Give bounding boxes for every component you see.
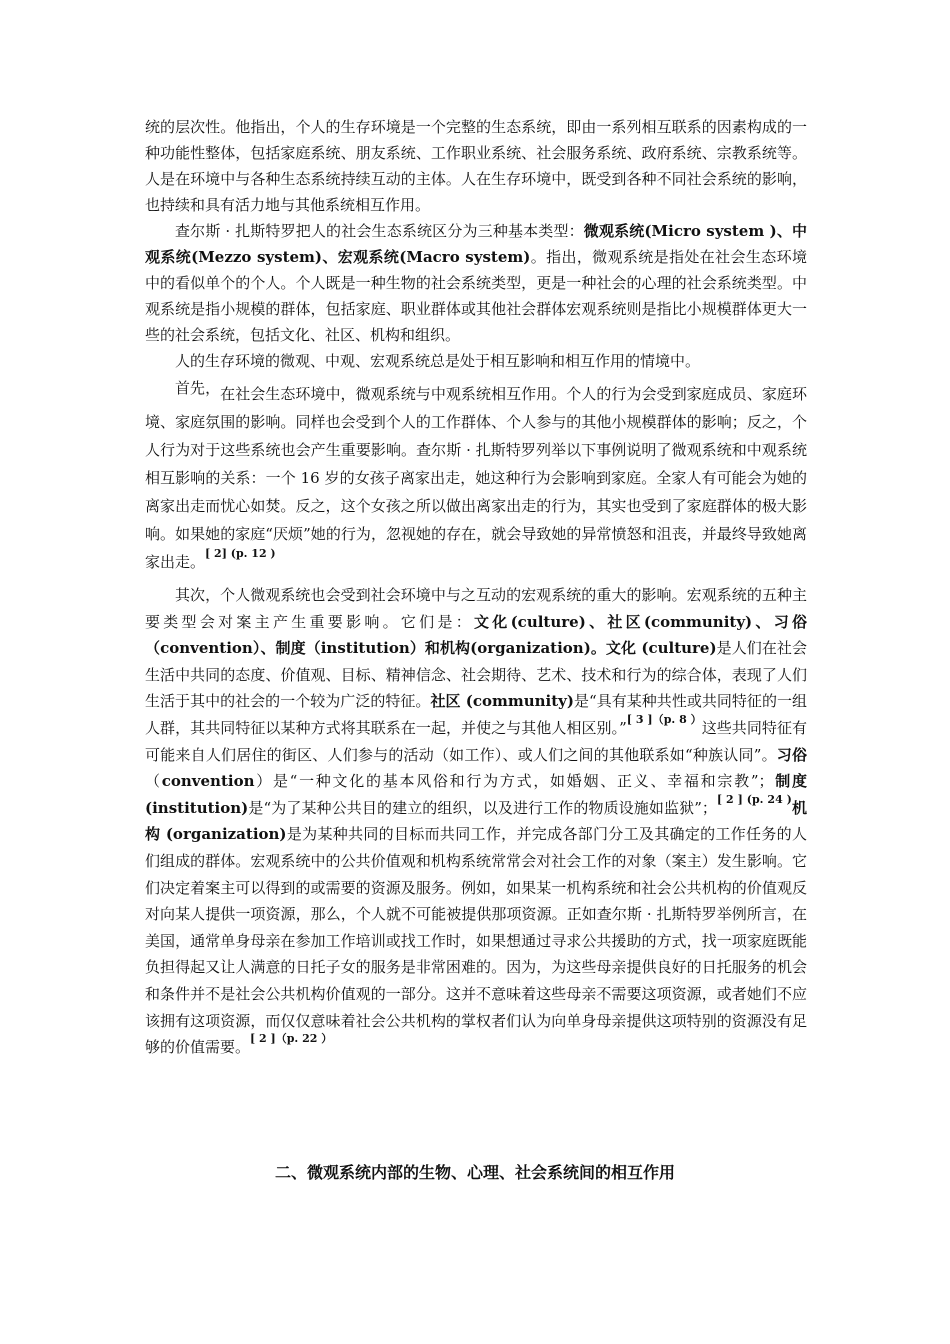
paragraph-5-text-b: 是人们在社会生活中共同的态度、价值观、目标、精神信念、社会期待、艺术、技术和行为的综合体，表现了人们生活于其中的社会的一个较为广泛的特征。 xyxy=(145,639,807,711)
macro-types-bold: 文化(culture)、社区(community)、习俗（convention）、制度（institution）和机构(organization)。文化 (culture) xyxy=(145,612,807,658)
paragraph-4 xyxy=(145,380,807,576)
organization-term-bold: 机构 (organization) xyxy=(145,798,807,844)
paren-open: （ xyxy=(145,772,162,791)
citation-ref: [ 2 ]（p. 22 ） xyxy=(250,1032,333,1046)
paragraph-5-text-a: 其次，个人微观系统也会受到社会环境中与之互动的宏观系统的重大的影响。宏观系统的五种主要类型会对案主产生重要影响。它们是： xyxy=(145,586,807,631)
paragraph-2-text-b: 。指出，微观系统是指处在社会生态环境中的看似单个的个人。个人既是一种生物的社会系统类型，更是一种社会的心理的社会系统类型。中观系统是指小规模的群体，包括家庭、职业群体或其他社会群体宏观系统则是指比小规模群体更大一些的社会系统，包括文化、社区、机构和组织。 xyxy=(145,248,807,344)
paragraph-1-text: 统的层次性。他指出，个人的生存环境是一个完整的生态系统，即由一系列相互联系的因素构成的一种功能性整体，包括家庭系统、朋友系统、工作职业系统、社会服务系统、政府系统、宗教系统等。人是在环境中与各种生态系统持续互动的主体。人在生存环境中，既受到各种不同社会系统的影响，也持续和具有活力地与其他系统相互作用。 xyxy=(145,118,807,214)
citation-ref: [ 2] (p. 12 ) xyxy=(205,547,276,560)
section-heading: 二、微观系统内部的生物、心理、社会系统间的相互作用 xyxy=(274,1163,675,1182)
convention-term-bold: 习俗 xyxy=(776,745,807,764)
convention-en-bold: convention xyxy=(161,772,255,791)
body-text xyxy=(145,114,807,1061)
paragraph-4-text: 在社会生态环境中，微观系统与中观系统相互作用。个人的行为会受到家庭成员、家庭环境、家庭氛围的影响。同样也会受到个人的工作群体、个人参与的其他小规模群体的影响；反之，个人行为对于这些系统也会产生重要影响。查尔斯 · 扎斯特罗列举以下事例说明了微观系统和中观系统相互影响的关系：一个 16 岁的女孩子离家出走，她这种行为会影响到家庭。全家人有可能会为她的离家出走而忧心如焚。反之，这个女孩之所以做出离家出走的行为，其实也受到了家庭群体的极大影响。如果她的家庭“厌烦”她的行为，忽视她的存在，就会导致她的异常愤怒和沮丧，并最终导致她离家出走。 xyxy=(145,385,807,571)
citation-ref: [ 2 ] (p. 24 ) xyxy=(716,792,792,806)
paragraph-5-text-d: 这些共同特征有可能来自人们居住的街区、人们参与的活动（如工作）、或人们之间的其他联系如“种族认同”。 xyxy=(145,718,807,764)
paragraph-2 xyxy=(145,218,807,348)
citation-ref: [ 3 ]（p. 8 ） xyxy=(626,712,702,726)
paragraph-5 xyxy=(145,582,807,1061)
paragraph-4-lead: 首先， xyxy=(175,379,221,397)
institution-term-bold: 制度 (institution) xyxy=(145,772,807,817)
system-types-bold: 微观系统(Micro system )、中观系统(Mezzo system)、宏观系统(Macro system) xyxy=(145,222,807,266)
paragraph-3-text: 人的生存环境的微观、中观、宏观系统总是处于相互影响和相互作用的情境中。 xyxy=(175,352,701,370)
paragraph-5-text-e: ）是“一种文化的基本风俗和行为方式，如婚姻、正义、幸福和宗教”； xyxy=(254,772,774,791)
community-term-bold: 社区 (community) xyxy=(430,692,574,711)
paragraph-5-text-c: 是“具有某种共性或共同特征的一组人群，其共同特征以某种方式将其联系在一起，并使之与其他人相区别。” xyxy=(145,692,808,737)
paragraph-2-text-a: 查尔斯 · 扎斯特罗把人的社会生态系统区分为三种基本类型： xyxy=(175,222,584,240)
paragraph-5-text-g: 是为某种共同的目标而共同工作，并完成各部门分工及其确定的工作任务的人们组成的群体。宏观系统中的公共价值观和机构系统常常会对社会工作的对象（案主）发生影响。它们决定着案主可以得到的或需要的资源及服务。例如，如果某一机构系统和社会公共机构的价值观反对向某人提供一项资源，那么，个人就不可能被提供那项资源。正如查尔斯 · 扎斯特罗举例所言，在美国，通常单身母亲在参加工作培训或找工作时，如果想通过寻求公共援助的方式，找一项家庭既能负担得起又让人满意的日托子女的服务是非常困难的。因为，为这些母亲提供良好的日托服务的机会和条件并不是社会公共机构价值观的一部分。这并不意味着这些母亲不需要这项资源，或者她们不应该拥有这项资源，而仅仅意味着社会公共机构的掌权者们认为向单身母亲提供这项特别的资源没有足够的价值需要。 xyxy=(145,825,807,1057)
paragraph-3 xyxy=(145,348,807,374)
paragraph-5-text-f: 是“为了某种公共目的建立的组织，以及进行工作的物质设施如监狱”； xyxy=(248,798,717,817)
paragraph-1 xyxy=(145,114,807,218)
